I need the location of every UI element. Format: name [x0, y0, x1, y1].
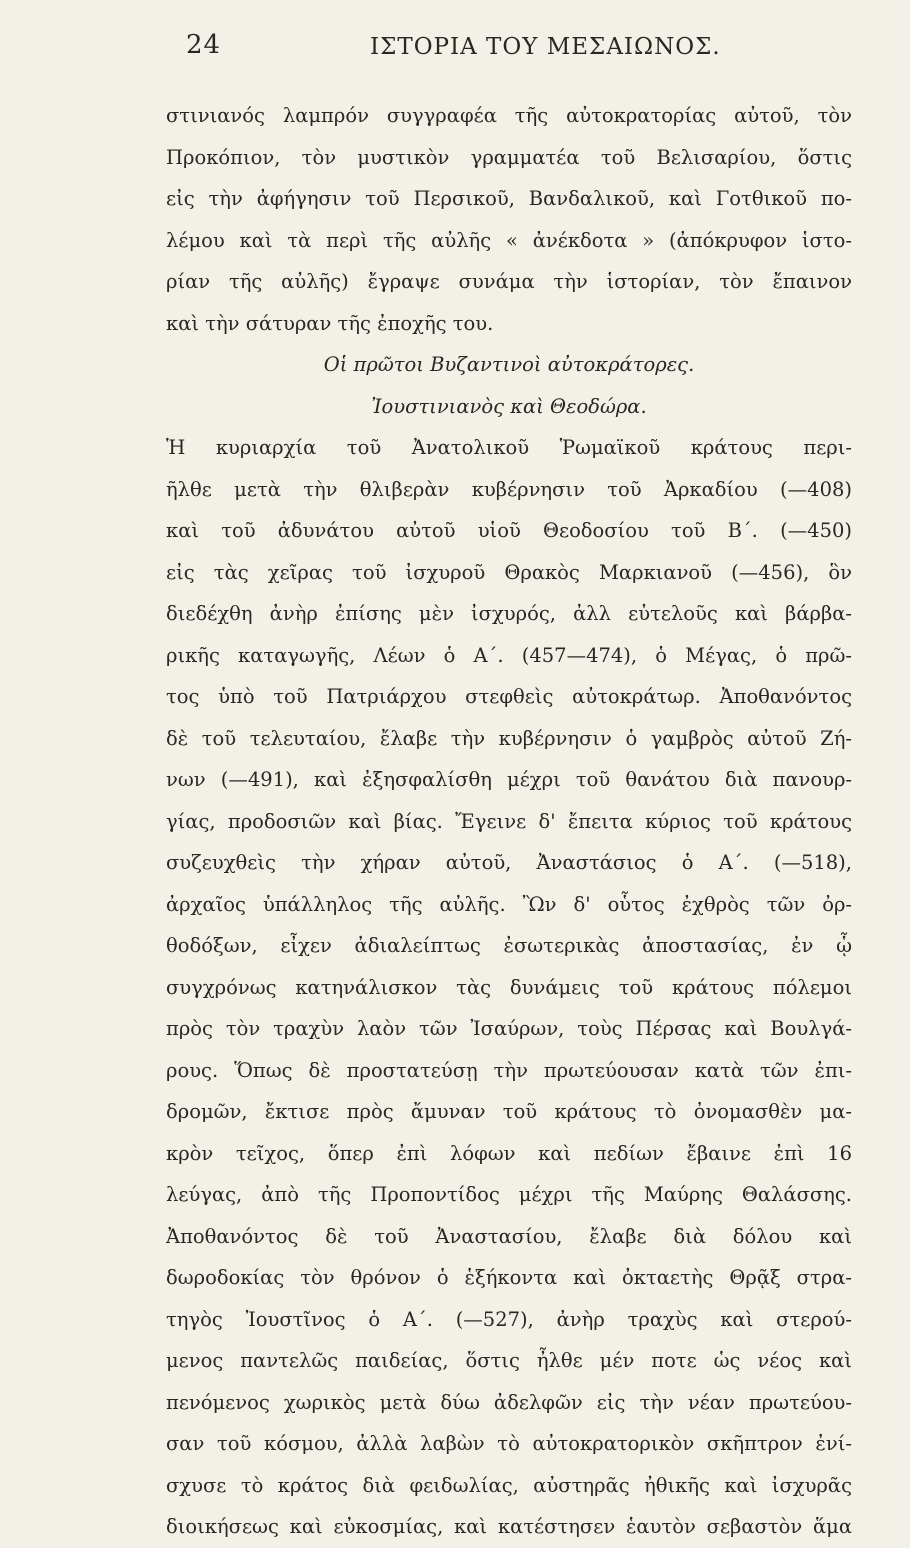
- text-line: μενος παντελῶς παιδείας, ὅστις ἦλθε μέν ποτε ὡς νέος καὶ: [166, 1349, 852, 1372]
- page-number: 24: [186, 30, 222, 60]
- page-header: [0, 30, 910, 70]
- text-line: διεδέχθη ἀνὴρ ἐπίσης μὲν ἰσχυρός, ἀλλ εὐτελοῦς καὶ βάρβα-: [166, 602, 852, 625]
- text-line: πενόμενος χωρικὸς μετὰ δύω ἀδελφῶν εἰς τὴν νέαν πρωτεύου-: [166, 1390, 852, 1414]
- text-line: λέμου καὶ τὰ περὶ τῆς αὐλῆς « ἀνέκδοτα » (ἀπόκρυφον ἱστο-: [166, 228, 852, 252]
- text-line: θοδόξων, εἶχεν ἀδιαλείπτως ἐσωτερικὰς ἀποστασίας, ἐν ᾧ: [166, 934, 852, 957]
- text-line: λεύγας, ἀπὸ τῆς Προποντίδος μέχρι τῆς Μαύρης Θαλάσσης.: [166, 1183, 852, 1206]
- text-line: στινιανός λαμπρόν συγγραφέα τῆς αὐτοκρατορίας αὐτοῦ, τὸν: [166, 104, 852, 127]
- text-line: δρομῶν, ἔκτισε πρὸς ἄμυναν τοῦ κράτους τὸ ὀνομασθὲν μα-: [166, 1100, 852, 1123]
- text-line: ρικῆς καταγωγῆς, Λέων ὁ Α΄. (457—474), ὁ Μέγας, ὁ πρῶ-: [166, 643, 852, 667]
- text-line: δωροδοκίας τὸν θρόνον ὁ ἑξήκοντα καὶ ὀκταετὴς Θρᾷξ στρα-: [166, 1266, 852, 1289]
- text-line: Ἡ κυριαρχία τοῦ Ἀνατολικοῦ Ῥωμαϊκοῦ κράτους περι-: [166, 436, 852, 459]
- body-text: [166, 95, 852, 1548]
- text-line: τος ὑπὸ τοῦ Πατριάρχου στεφθεὶς αὐτοκράτωρ. Ἀποθανόντος: [166, 685, 852, 708]
- text-line: ἀρχαῖος ὑπάλληλος τῆς αὐλῆς. Ὢν δ' οὗτος ἐχθρὸς τῶν ὀρ-: [166, 892, 852, 916]
- text-line: σαν τοῦ κόσμου, ἀλλὰ λαβὼν τὸ αὐτοκρατορικὸν σκῆπτρον ἐνί-: [166, 1432, 852, 1455]
- text-line: κρὸν τεῖχος, ὅπερ ἐπὶ λόφων καὶ πεδίων ἔβαινε ἐπὶ 16: [166, 1141, 852, 1165]
- text-line: εἰς τὰς χεῖρας τοῦ ἰσχυροῦ Θρακὸς Μαρκιανοῦ (—456), ὃν: [166, 560, 852, 584]
- text-line: καὶ τοῦ ἀδυνάτου αὐτοῦ υἱοῦ Θεοδοσίου τοῦ Β΄. (—450): [166, 519, 852, 542]
- text-line: καὶ τὴν σάτυραν τῆς ἐποχῆς του.: [166, 311, 494, 335]
- section-subheading: Ἰουστινιανὸς καὶ Θεοδώρα.: [371, 394, 647, 418]
- text-line: γίας, προδοσιῶν καὶ βίας. Ἔγεινε δ' ἔπειτα κύριος τοῦ κράτους: [166, 809, 852, 833]
- text-line: συγχρόνως κατηνάλισκον τὰς δυνάμεις τοῦ κράτους πόλεμοι: [166, 975, 852, 999]
- text-line: Ἀποθανόντος δὲ τοῦ Ἀναστασίου, ἔλαβε διὰ δόλου καὶ: [166, 1224, 852, 1248]
- text-line: πρὸς τὸν τραχὺν λαὸν τῶν Ἰσαύρων, τοὺς Πέρσας καὶ Βουλγά-: [166, 1017, 852, 1040]
- section-heading: Οἱ πρῶτοι Βυζαντινοὶ αὐτοκράτορες.: [323, 353, 695, 376]
- text-line: νων (—491), καὶ ἐξησφαλίσθη μέχρι τοῦ θανάτου διὰ πανουρ-: [166, 768, 852, 791]
- text-line: Προκόπιον, τὸν μυστικὸν γραμματέα τοῦ Βελισαρίου, ὅστις: [166, 145, 852, 169]
- text-line: ρίαν τῆς αὐλῆς) ἔγραψε συνάμα τὴν ἱστορίαν, τὸν ἔπαινον: [166, 270, 852, 293]
- text-line: δὲ τοῦ τελευταίου, ἔλαβε τὴν κυβέρνησιν ὁ γαμβρὸς αὐτοῦ Ζή-: [166, 726, 852, 750]
- text-line: διοικήσεως καὶ εὐκοσμίας, καὶ κατέστησεν ἑαυτὸν σεβαστὸν ἅμα: [166, 1515, 852, 1538]
- text-line: τηγὸς Ἰουστῖνος ὁ Α΄. (—527), ἀνὴρ τραχὺς καὶ στερού-: [166, 1307, 852, 1331]
- text-line: συζευχθεὶς τὴν χήραν αὐτοῦ, Ἀναστάσιος ὁ Α΄. (—518),: [166, 851, 852, 874]
- text-line: σχυσε τὸ κράτος διὰ φειδωλίας, αὐστηρᾶς ἠθικῆς καὶ ἰσχυρᾶς: [166, 1473, 852, 1497]
- text-line: ρους. Ὅπως δὲ προστατεύσῃ τὴν πρωτεύουσαν κατὰ τῶν ἐπι-: [166, 1058, 852, 1082]
- text-line: ῆλθε μετὰ τὴν θλιβερὰν κυβέρνησιν τοῦ Ἀρκαδίου (—408): [166, 477, 852, 501]
- running-title: ΙΣΤΟΡΙΑ ΤΟΥ ΜΕΣΑΙΩΝΟΣ.: [370, 34, 721, 60]
- text-line: εἰς τὴν ἀφήγησιν τοῦ Περσικοῦ, Βανδαλικοῦ, καὶ Γοτθικοῦ πο-: [166, 187, 852, 210]
